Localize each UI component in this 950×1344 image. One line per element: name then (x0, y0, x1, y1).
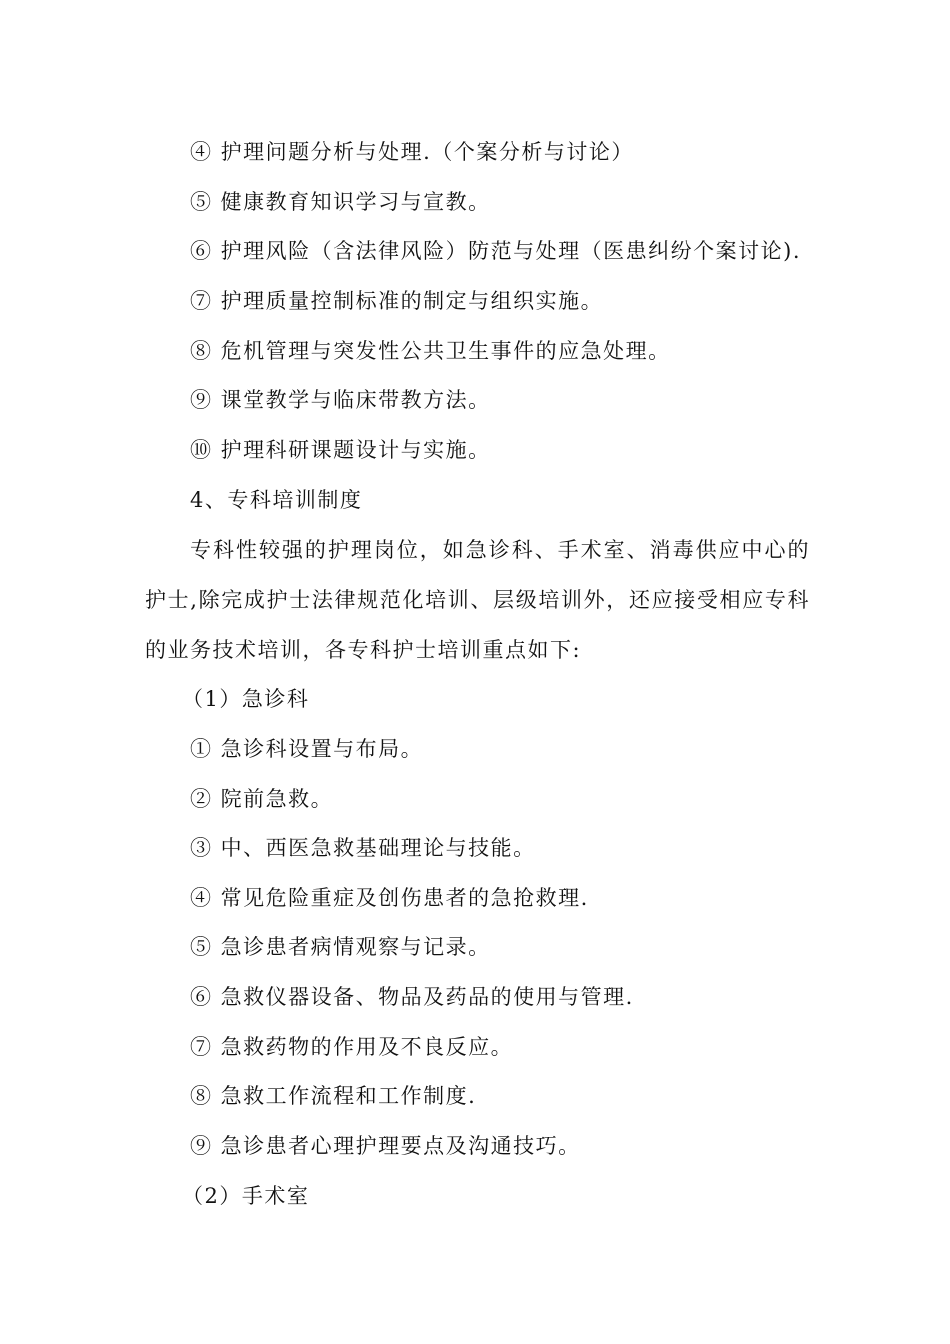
list-item: ⑤ 急诊患者病情观察与记录。 (190, 935, 491, 959)
list-item: ⑥ 急救仪器设备、物品及药品的使用与管理. (190, 985, 634, 1009)
list-item: ⑧ 危机管理与突发性公共卫生事件的应急处理。 (190, 339, 671, 363)
list-item: ⑩ 护理科研课题设计与实施。 (190, 438, 491, 462)
list-item: ⑨ 课堂教学与临床带教方法。 (190, 388, 491, 412)
list-item: ③ 中、西医急救基础理论与技能。 (190, 836, 536, 860)
list-item: ④ 护理问题分析与处理.（个案分析与讨论） (190, 140, 634, 164)
list-item: ⑨ 急诊患者心理护理要点及沟通技巧。 (190, 1134, 581, 1158)
list-item: ⑦ 护理质量控制标准的制定与组织实施。 (190, 289, 604, 313)
list-item: ⑦ 急救药物的作用及不良反应。 (190, 1035, 514, 1059)
list-item: ④ 常见危险重症及创伤患者的急抢救理. (190, 886, 589, 910)
list-item: ② 院前急救。 (190, 787, 334, 811)
list-item: ⑥ 护理风险（含法律风险）防范与处理（医患纠纷个案讨论). (190, 239, 802, 263)
list-item: ⑤ 健康教育知识学习与宣教。 (190, 190, 491, 214)
section-heading: 4、专科培训制度 (190, 488, 363, 512)
subsection-heading: （2）手术室 (182, 1184, 310, 1208)
list-item: ⑧ 急救工作流程和工作制度. (190, 1084, 477, 1108)
list-item: ① 急诊科设置与布局。 (190, 737, 424, 761)
section-paragraph: 专科性较强的护理岗位，如急诊科、手术室、消毒供应中心的护士,除完成护士法律规范化培训、层级培训外，还应接受相应专科的业务技术培训，各专科护士培训重点如下: (145, 538, 810, 662)
subsection-heading: （1）急诊科 (182, 687, 310, 711)
